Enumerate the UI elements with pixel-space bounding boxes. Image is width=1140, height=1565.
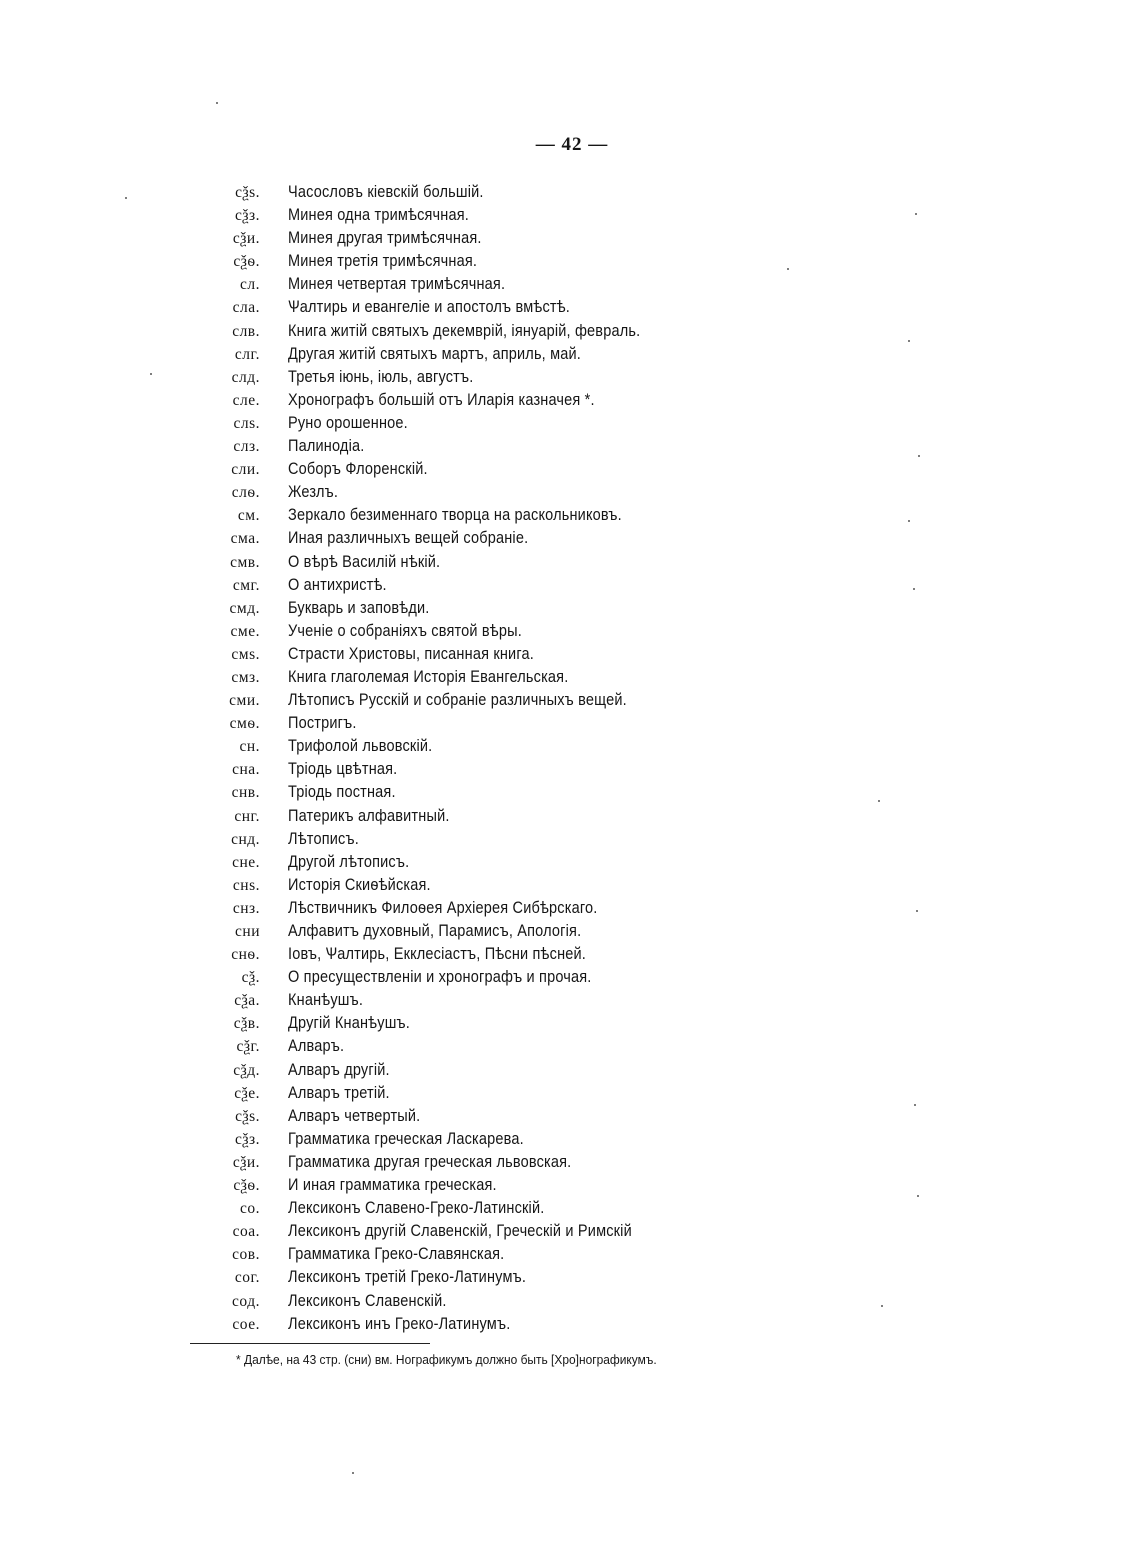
catalog-entry [180, 366, 800, 389]
catalog-entry [180, 781, 800, 804]
entry-title: Алваръ четвертый. [288, 1106, 421, 1125]
entry-number: сѯи. [232, 230, 260, 248]
entry-title: Лексиконъ другій Славенскій, Греческій и Римскій [288, 1222, 632, 1241]
entry-number: сѯг. [236, 1038, 260, 1056]
scan-speck [881, 1305, 883, 1307]
entry-title: Другій Кнанѣушъ. [288, 1014, 410, 1033]
entry-title: Книга житій святыхъ декемврій, іянуарій, февраль. [288, 321, 641, 340]
catalog-entry [180, 1035, 800, 1058]
catalog-entry [180, 758, 800, 781]
entry-title: Страсти Христовы, писанная книга. [288, 644, 534, 663]
entry-title: Минея четвертая тримѣсячная. [288, 275, 506, 294]
scan-speck [916, 910, 918, 912]
scan-speck [150, 373, 152, 375]
catalog-entry [180, 1313, 800, 1336]
catalog-entry [180, 805, 800, 828]
catalog-entry [180, 666, 800, 689]
catalog-entry [180, 481, 800, 504]
entry-number: со. [239, 1200, 260, 1218]
entry-title: Третья іюнь, іюль, августъ. [288, 367, 474, 386]
entry-number: сов. [232, 1246, 260, 1264]
footnote-divider [190, 1343, 430, 1344]
entry-title: Иная различныхъ вещей собраніе. [288, 529, 529, 548]
catalog-entry [180, 250, 800, 273]
entry-number: слѳ. [231, 484, 260, 502]
entry-number: сѯ. [241, 969, 260, 987]
entry-number: смз. [231, 668, 260, 686]
entry-number: сѯа. [234, 992, 260, 1010]
catalog-entry [180, 574, 800, 597]
entry-title: Грамматика Греко-Славянская. [288, 1245, 505, 1264]
scan-speck [878, 800, 880, 802]
catalog-entry [180, 1151, 800, 1174]
entry-title: Букварь и заповѣди. [288, 598, 430, 617]
entry-title: Жезлъ. [288, 483, 339, 502]
entry-number: сле. [232, 391, 260, 409]
entry-number: сѯв. [233, 1015, 260, 1033]
entry-number: сл. [240, 276, 260, 294]
catalog-entry [180, 273, 800, 296]
entry-title: Лѣтописъ. [288, 829, 359, 848]
scan-speck [914, 1104, 916, 1106]
scan-speck [917, 1195, 919, 1197]
catalog-entry [180, 735, 800, 758]
scan-speck [915, 213, 917, 215]
scan-speck [918, 455, 920, 457]
scan-speck [787, 268, 789, 270]
catalog-entry [180, 204, 800, 227]
entry-number: см. [237, 507, 260, 525]
catalog-entry [180, 1059, 800, 1082]
entry-number: снв. [231, 784, 260, 802]
catalog-entry [180, 551, 800, 574]
entry-title: Исторія Скиѳѣйская. [288, 875, 431, 894]
entry-number: сѯѕ. [235, 1107, 260, 1125]
catalog-entry [180, 527, 800, 550]
entry-title: Зеркало безименнаго творца на раскольниковъ. [288, 506, 622, 525]
catalog-entry [180, 181, 800, 204]
entry-title: Ѱалтирь и евангеліе и апостолъ вмѣстѣ. [288, 298, 570, 317]
catalog-entry [180, 504, 800, 527]
scan-speck [908, 340, 910, 342]
entry-number: сма. [230, 530, 260, 548]
scan-speck [216, 102, 218, 104]
entry-number: сѯз. [234, 1130, 260, 1148]
scan-speck [125, 197, 127, 199]
entry-number: сла. [232, 299, 260, 317]
entry-title: Книга глаголемая Исторія Евангельская. [288, 667, 569, 686]
entry-title: Ученіе о собраніяхъ святой вѣры. [288, 621, 522, 640]
entry-title: Лексиконъ Славено-Греко-Латинскій. [288, 1199, 545, 1218]
entry-number: смд. [229, 599, 260, 617]
entry-title: Алфавитъ духовный, Парамисъ, Апологія. [288, 922, 582, 940]
entry-title: Лексиконъ инъ Греко-Латинумъ. [288, 1314, 511, 1333]
entry-title: Тріодь цвѣтная. [288, 760, 398, 779]
entry-number: смѳ. [229, 715, 260, 733]
catalog-entry [180, 943, 800, 966]
entry-number: снг. [234, 807, 260, 825]
entry-title: Постригъ. [288, 714, 357, 733]
entry-title: И иная грамматика греческая. [288, 1176, 497, 1195]
entry-number: сое. [232, 1315, 260, 1333]
catalog-entry [180, 1174, 800, 1197]
catalog-entry [180, 897, 800, 920]
entry-title: Минея одна тримѣсячная. [288, 206, 470, 225]
catalog-entry [180, 874, 800, 897]
entry-title: Іовъ, Ѱалтирь, Екклесіастъ, Пѣсни пѣсней. [288, 945, 587, 964]
entry-number: сѯѕ. [235, 184, 260, 201]
entry-number: смв. [230, 553, 260, 571]
entry-title: О антихристѣ. [288, 575, 387, 594]
catalog-entry [180, 828, 800, 851]
catalog-entry [180, 435, 800, 458]
entry-title: Лексиконъ Славенскій. [288, 1291, 447, 1310]
catalog-entry [180, 1105, 800, 1128]
entry-title: Часословъ кіевскій большій. [288, 183, 484, 201]
entry-number: соа. [232, 1223, 260, 1241]
entry-title: Палинодіа. [288, 437, 365, 456]
entry-number: сна. [232, 761, 260, 779]
entry-number: снд. [231, 830, 260, 848]
entry-number: снз. [232, 899, 260, 917]
entry-title: Другой лѣтописъ. [288, 852, 410, 871]
entry-number: сн. [239, 738, 260, 756]
entry-number: сли. [231, 461, 260, 479]
entry-number: слз. [233, 438, 260, 456]
entry-title: О вѣрѣ Василій нѣкій. [288, 552, 441, 571]
entry-number: смѕ. [231, 645, 260, 663]
entry-title: Хронографъ большій отъ Иларія казначея *. [288, 390, 595, 409]
entry-number: сѯи. [232, 1153, 260, 1171]
entry-number: сѯд. [233, 1061, 260, 1079]
entry-title: Алваръ. [288, 1037, 345, 1056]
catalog-entry [180, 458, 800, 481]
catalog-entry [180, 320, 800, 343]
catalog-entry [180, 920, 800, 943]
entry-title: Трифолой львовскій. [288, 737, 433, 756]
entry-number: слд. [231, 368, 260, 386]
scan-speck [352, 1472, 354, 1474]
entry-number: смг. [232, 576, 260, 594]
catalog-entry [180, 851, 800, 874]
entry-number: сми. [229, 692, 260, 710]
catalog-entry [180, 643, 800, 666]
catalog-entry [180, 712, 800, 735]
entry-number: сѯе. [234, 1084, 260, 1102]
entry-title: Лексиконъ третій Греко-Латинумъ. [288, 1268, 527, 1287]
scan-speck [908, 520, 910, 522]
entry-number: сог. [234, 1269, 260, 1287]
entry-title: О пресуществленіи и хронографъ и прочая. [288, 968, 592, 987]
entry-number: снѳ. [231, 946, 260, 964]
page-number: — 42 — [535, 134, 609, 155]
entry-title: Тріодь постная. [288, 783, 396, 802]
catalog-entry [180, 296, 800, 319]
catalog-entry [180, 597, 800, 620]
entry-title: Минея третія тримѣсячная. [288, 252, 478, 271]
catalog-entry [180, 412, 800, 435]
catalog-entry [180, 343, 800, 366]
entry-title: Лѣтописъ Русскій и собраніе различныхъ вещей. [288, 691, 627, 710]
catalog-entry [180, 227, 800, 250]
entry-title: Патерикъ алфавитный. [288, 806, 450, 825]
entry-number: снѕ. [232, 876, 260, 894]
entry-title: Грамматика греческая Ласкарева. [288, 1129, 524, 1148]
catalog-entry [180, 689, 800, 712]
catalog-entry [180, 1012, 800, 1035]
catalog-entry [180, 1290, 800, 1313]
entry-number: сме. [230, 622, 260, 640]
entry-title: Алваръ другій. [288, 1060, 390, 1079]
scan-speck [913, 588, 915, 590]
catalog-entry [180, 966, 800, 989]
catalog-entry [180, 1220, 800, 1243]
catalog-entry [180, 1243, 800, 1266]
footnote: * Далѣе, на 43 стр. (сни) вм. Нографикумъ должно быть [Хро]нографикумъ. [236, 1352, 657, 1367]
entry-number: сне. [232, 853, 260, 871]
entry-number: сѯѳ. [233, 1177, 260, 1195]
catalog-list [180, 181, 800, 1336]
catalog-entry [180, 989, 800, 1012]
entry-title: Алваръ третій. [288, 1083, 390, 1102]
entry-number: сни [235, 923, 260, 940]
entry-title: Минея другая тримѣсячная. [288, 229, 482, 248]
entry-title: Соборъ Флоренскій. [288, 460, 428, 479]
entry-title: Кнанѣушъ. [288, 991, 364, 1010]
entry-title: Руно орошенное. [288, 413, 408, 432]
entry-number: сод. [232, 1292, 260, 1310]
catalog-entry [180, 1082, 800, 1105]
catalog-entry [180, 1197, 800, 1220]
catalog-entry [180, 1266, 800, 1289]
entry-number: слѕ. [233, 414, 260, 432]
entry-number: сѯз. [234, 207, 260, 225]
entry-number: сѯѳ. [233, 253, 260, 271]
catalog-entry [180, 389, 800, 412]
catalog-entry [180, 620, 800, 643]
catalog-entry [180, 1128, 800, 1151]
entry-title: Другая житій святыхъ мартъ, априль, май. [288, 344, 582, 363]
entry-title: Лѣствичникъ Филоѳея Архіерея Сибѣрскаго. [288, 898, 598, 917]
entry-title: Грамматика другая греческая львовская. [288, 1152, 572, 1171]
entry-number: слв. [232, 322, 260, 340]
entry-number: слг. [234, 345, 260, 363]
